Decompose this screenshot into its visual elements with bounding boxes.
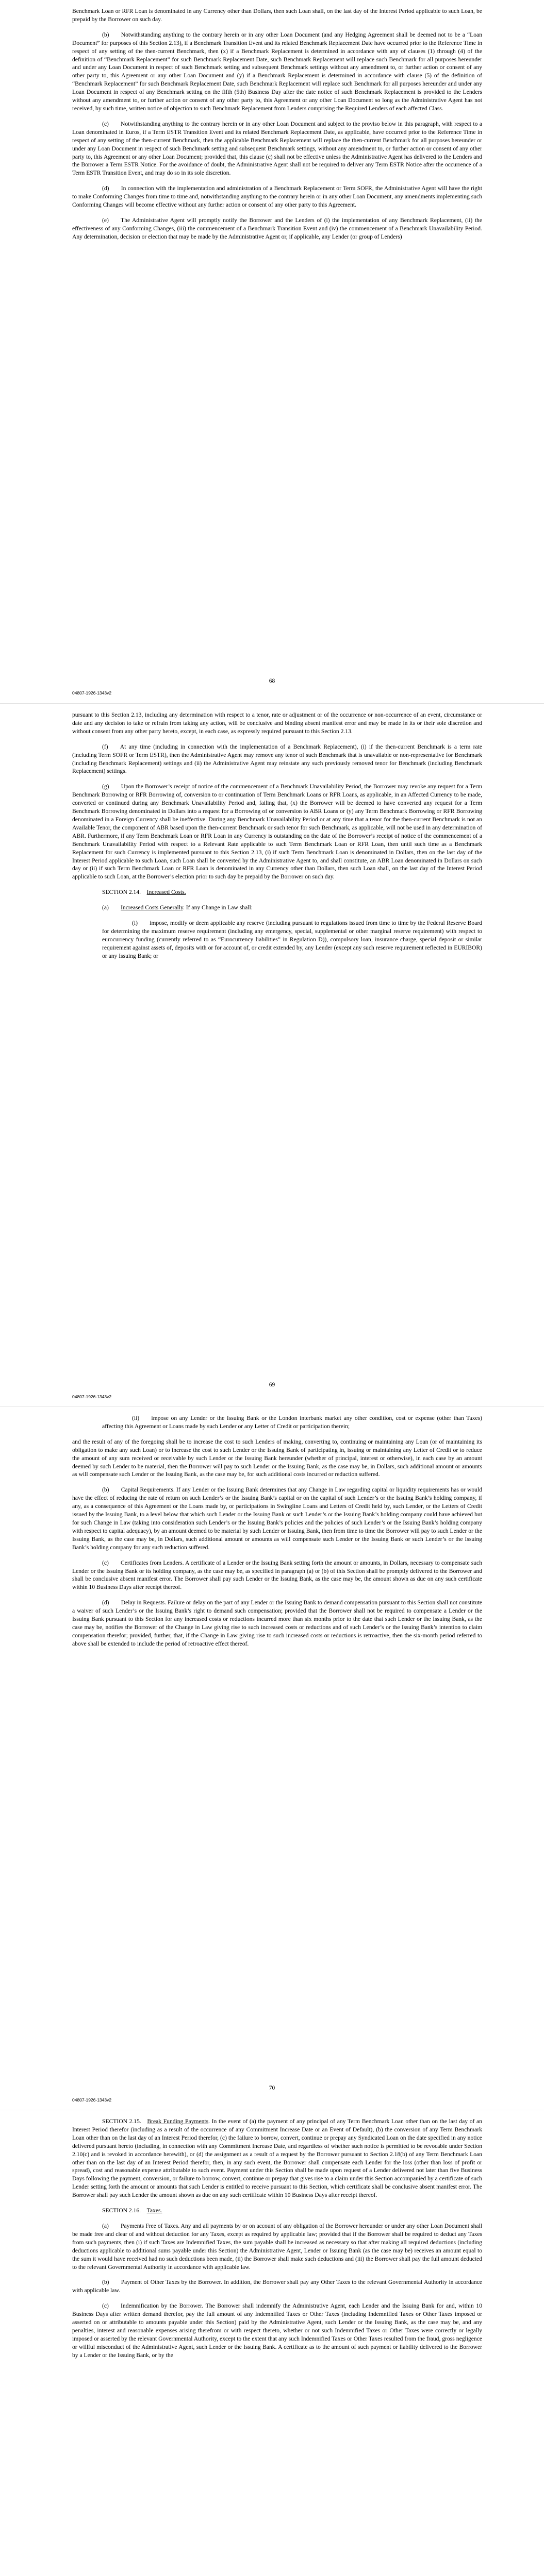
page-body	[72, 711, 482, 1381]
subsection-heading	[72, 904, 482, 912]
paragraph: (b) Payment of Other Taxes by the Borrower. In addition, the Borrower shall pay any Other Taxes to the relevant Governmental Authority in accordance with applicable law.	[72, 2279, 482, 2294]
section-number: SECTION 2.14.	[102, 889, 141, 896]
paragraph: (d) Delay in Requests. Failure or delay on the part of any Lender or the Issuing Bank to demand compensation pursuant to this Section shall not constitute a waiver of such Lender’s or the Issuing Bank’s right to demand such compensation; provided that the Borrower shall not be required to compensate a Lender or the Issuing Bank pursuant to this Section for any increased costs or reductions incurred more than six months prior to the date that such Lender or the Issuing Bank, as the case may be, notifies the Borrower of the Change in Law giving rise to such increased costs or reductions and of such Lender’s or the Issuing Bank’s intention to claim compensation therefor; provided, further, that, if the Change in Law giving rise to such increased costs or reductions is retroactive, then the six-month period referred to above shall be extended to include the period of retroactive effect thereof.	[72, 1599, 482, 1647]
page-69	[0, 703, 544, 1406]
page-number: 68	[269, 678, 275, 684]
section-heading	[72, 888, 482, 896]
page-70	[0, 1406, 544, 2110]
paragraph: (d) In connection with the implementation and administration of a Benchmark Replacement or Term SOFR, the Administrative Agent will have the right to make Conforming Changes from time to time and, notwithstanding anything to the contrary herein or in any other Loan Document, any amendments implementing such Conforming Changes will become effective without any further action or consent of any other party to this Agreement.	[72, 185, 482, 209]
page-number: 69	[269, 1382, 275, 1388]
page-number: 70	[269, 2085, 275, 2091]
paragraph: and the result of any of the foregoing shall be to increase the cost to such Lenders of making, converting to, continuing or maintaining any Loan (or of maintaining its obligation to make any such Loan) or to increase the cost to such Lender or the Issuing Bank of participating in, issuing or maintaining any Letter of Credit or to reduce the amount of any sum received or receivable by such Lender or the Issuing Bank hereunder (whether of principal, interest or otherwise), in each case by an amount deemed by such Lender to be material, then the Borrower will pay to such Lender or the Issuing Bank, as the case may be, in Dollars, such additional amount or amounts as will compensate such Lender or the Issuing Bank, as the case may be, for such additional costs incurred or reduction suffered.	[72, 1438, 482, 1478]
page-body	[72, 1414, 482, 2084]
section-text: . In the event of (a) the payment of any principal of any Term Benchmark Loan other than on the last day of an Interest Period therefor (including as a result of the occurrence of any Commitment Increase Date or an Event of Default), (b) the conversion of any Term Benchmark Loan other than on the last day of an Interest Period therefor, (c) the failure to borrow, convert, continue or prepay any Syndicated Loan on the date specified in any notice delivered pursuant hereto (including, in connection with any Commitment Increase Date, and regardless of whether such notice is permitted to be revocable under Section 2.10(c) and is revoked in accordance herewith), or (d) the assignment as a result of a request by the Borrower pursuant to Section 2.18(b) of any Term Benchmark Loan other than on the last day of an Interest Period therefor, then, in any such event, the Borrower shall compensate each Lender for the loss (other than loss of profit or spread), cost and reasonable expense attributable to such event. Payment under this Section shall be made upon request of a Lender delivered not later than five Business Days following the payment, conversion, or failure to borrow, convert, continue or prepay that gives rise to a claim under this Section accompanied by a certificate of such Lender setting forth the amount or amounts that such Lender is entitled to receive pursuant to this Section, which certificate shall be conclusive absent manifest error. The Borrower shall pay such Lender the amount shown as due on any such certificate within 10 Business Days after receipt thereof.	[72, 2118, 482, 2199]
section-number: SECTION 2.16.	[102, 2207, 141, 2214]
subsection-title: Increased Costs Generally	[121, 904, 183, 911]
paragraph: (b) Notwithstanding anything to the contrary herein or in any other Loan Document (and any Hedging Agreement shall be deemed not to be a “Loan Document” for purposes of this Section 2.13), if a Benchmark Transition Event and its related Benchmark Replacement Date have occurred prior to the Reference Time in respect of any setting of the then-current Benchmark, then (x) if a Benchmark Replacement is determined in accordance with any of clauses (1) through (4) of the definition of “Benchmark Replacement” for such Benchmark Replacement Date, such Benchmark Replacement will replace such Benchmark for all purposes hereunder and under any Loan Document in respect of such Benchmark setting and subsequent Benchmark settings without any amendment to, or further action or consent of any other party to, this Agreement or any other Loan Document and (y) if a Benchmark Replacement is determined in accordance with clause (5) of the definition of “Benchmark Replacement” for such Benchmark Replacement Date, such Benchmark Replacement will replace such Benchmark for all purposes hereunder and under any Loan Document in respect of any Benchmark setting on the fifth (5th) Business Day after the date notice of such Benchmark Replacement is provided to the Lenders without any amendment to, or further action or consent of any other party to, this Agreement or any other Loan Document so long as the Administrative Agent has not received, by such time, written notice of objection to such Benchmark Replacement from Lenders comprising the Required Lenders of each affected Class.	[72, 31, 482, 112]
section-title: Break Funding Payments	[147, 2118, 209, 2125]
subsection-label: (a)	[102, 904, 109, 911]
paragraph: Benchmark Loan or RFR Loan is denominated in any Currency other than Dollars, then such Loan shall, on the last day of the Interest Period applicable to such Loan, be prepaid by the Borrower on such day.	[72, 8, 482, 23]
paragraph: (c) Notwithstanding anything to the contrary herein or in any other Loan Document and subject to the proviso below in this paragraph, with respect to a Loan denominated in Euros, if a Term ESTR Transition Event and its related Benchmark Replacement Date, as applicable, have occurred prior to the Reference Time in respect of any setting of the then-current Benchmark, then the applicable Benchmark Replacement will replace the then-current Benchmark for all purposes hereunder or under any Loan Document in respect of such Benchmark setting and subsequent Benchmark settings, without any amendment to, or further action or consent of any other party to, this Agreement or any other Loan Document; provided that, this clause (c) shall not be effective unless the Administrative Agent has delivered to the Lenders and the Borrower a Term ESTR Notice. For the avoidance of doubt, the Administrative Agent shall not be required to deliver any Term ESTR Notice after the occurrence of a Term ESTR Transition Event, and may do so in its sole discretion.	[72, 120, 482, 177]
section-title: Increased Costs.	[146, 889, 186, 896]
paragraph: (b) Capital Requirements. If any Lender or the Issuing Bank determines that any Change in Law regarding capital or liquidity requirements has or would have the effect of reducing the rate of return on such Lender’s or the Issuing Bank’s capital or on the capital of such Lender’s or the Issuing Bank’s holding company, if any, as a consequence of this Agreement or the Loans made by, or participations in Swingline Loans and Letters of Credit held by, such Lender, or the Letters of Credit issued by the Issuing Bank, to a level below that which such Lender or the Issuing Bank or such Lender’s or the Issuing Bank’s holding company could have achieved but for such Change in Law (taking into consideration such Lender’s or the Issuing Bank’s policies and the policies of such Lender’s or the Issuing Bank’s holding company with respect to capital adequacy), by an amount deemed to be material by such Lender or Issuing Bank, then from time to time the Borrower will pay to such Lender or the Issuing Bank, as the case may be, in Dollars, such additional amount or amounts as will compensate such Lender or the Issuing Bank or such Lender’s or the Issuing Bank’s holding company for any such reduction suffered.	[72, 1486, 482, 1551]
paragraph: (ii) impose on any Lender or the Issuing Bank or the London interbank market any other condition, cost or expense (other than Taxes) affecting this Agreement or Loans made by such Lender or any Letter of Credit or participation therein;	[102, 1415, 482, 1430]
paragraph: (c) Certificates from Lenders. A certificate of a Lender or the Issuing Bank setting forth the amount or amounts, in Dollars, necessary to compensate such Lender or the Issuing Bank or its holding company, as the case may be, as specified in paragraph (a) or (b) of this Section shall be promptly delivered to the Borrower and shall be conclusive absent manifest error. The Borrower shall pay such Lender or the Issuing Bank, as the case may be, the amount shown as due on any such certificate within 10 Business Days after receipt thereof.	[72, 1559, 482, 1591]
paragraph: (a) Payments Free of Taxes. Any and all payments by or on account of any obligation of the Borrower hereunder or under any other Loan Document shall be made free and clear of and without deduction for any Taxes, except as required by applicable law; provided that if the Borrower shall be required to deduct any Taxes from such payments, then (i) if such Taxes are Indemnified Taxes, the sum payable shall be increased as necessary so that after making all required deductions (including deductions applicable to additional sums payable under this Section) the Administrative Agent, Lender or Issuing Bank (as the case may be) receives an amount equal to the sum it would have received had no such deductions been made, (ii) the Borrower shall make such deductions and (iii) the Borrower shall pay the full amount deducted to the relevant Governmental Authority in accordance with applicable law.	[72, 2222, 482, 2270]
subsection-text: . If any Change in Law shall:	[183, 904, 253, 911]
paragraph: pursuant to this Section 2.13, including any determination with respect to a tenor, rate or adjustment or of the occurrence or non-occurrence of an event, circumstance or date and any decision to take or refrain from taking any action, will be conclusive and binding absent manifest error and may be made in its or their sole discretion and without consent from any other party hereto, except, in each case, as expressly required pursuant to this Section 2.13.	[72, 711, 482, 735]
page-body	[72, 2117, 482, 2576]
paragraph: (c) Indemnification by the Borrower. The Borrower shall indemnify the Administrative Agent, each Lender and the Issuing Bank for and, within 10 Business Days after written demand therefor, pay the full amount of any Indemnified Taxes or Other Taxes (including Indemnified Taxes or Other Taxes imposed or asserted on or attributable to amounts payable under this Section) paid by the Administrative Agent, such Lender or the Issuing Bank, as the case may be, and any penalties, interest and reasonable expenses arising therefrom or with respect thereto, whether or not such Indemnified Taxes or Other Taxes were correctly or legally imposed or asserted by the relevant Governmental Authority, except to the extent that any such Indemnified Taxes or Other Taxes resulted from the fraud, gross negligence or willful misconduct of the Administrative Agent, such Lender or the Issuing Bank. A certificate as to the amount of such payment or liability delivered to the Borrower by a Lender or the Issuing Bank, or by the	[72, 2302, 482, 2359]
paragraph	[72, 2117, 482, 2199]
document-id: 04807-1926-1343v2	[72, 1394, 112, 1399]
section-number: SECTION 2.15.	[102, 2118, 141, 2125]
section-title: Taxes.	[146, 2207, 162, 2214]
section-heading	[72, 2207, 482, 2215]
paragraph: (i) impose, modify or deem applicable any reserve (including pursuant to regulations issued from time to time by the Federal Reserve Board for determining the maximum reserve requirement (including any emergency, special, supplemental or other marginal reserve requirement) with respect to eurocurrency funding (currently referred to as “Eurocurrency liabilities” in Regulation D)), compulsory loan, insurance charge, special deposit or similar requirement against assets of, deposits with or for account of, or credit extended by, any Lender (except any such reserve requirement reflected in EURIBOR) or any Issuing Bank; or	[102, 920, 482, 959]
page-body	[72, 7, 482, 677]
page-71	[0, 2110, 544, 2576]
page-68	[0, 0, 544, 703]
paragraph: (g) Upon the Borrower’s receipt of notice of the commencement of a Benchmark Unavailability Period, the Borrower may revoke any request for a Term Benchmark Borrowing or RFR Borrowing of, conversion to or continuation of Term Benchmark Loans or RFR Loans, as applicable, in an Affected Currency to be made, converted or continued during any Benchmark Unavailability Period and, failing that, (x) the Borrower will be deemed to have converted any request for a Term Benchmark Borrowing denominated in Dollars into a request for a Borrowing of or conversion to ABR Loans or (y) any Term Benchmark Borrowing or RFR Borrowing denominated in a Foreign Currency shall be ineffective. During any Benchmark Unavailability Period or at any time that a tenor for the then-current Benchmark is not an Available Tenor, the component of ABR based upon the then-current Benchmark or such tenor for such Benchmark, as applicable, will not be used in any determination of ABR. Furthermore, if any Term Benchmark Loan or RFR Loan in any Currency is outstanding on the date of the Borrower’s receipt of notice of the commencement of a Benchmark Unavailability Period with respect to a Relevant Rate applicable to such Term Benchmark Loan or RFR Loan, then until such time as a Benchmark Replacement for such Currency is implemented pursuant to this Section 2.13, (i) if such Term Benchmark Loan is denominated in Dollars, then on the last day of the Interest Period applicable to such Loan, such Loan shall be converted by the Administrative Agent to, and shall constitute, an ABR Loan denominated in Dollars on such day or (ii) if such Term Benchmark Loan or RFR Loan is denominated in any Currency other than Dollars, then such Loan shall, on the last day of the Interest Period applicable to such Loan, at the Borrower’s election prior to such day be prepaid by the Borrower on such day.	[72, 783, 482, 880]
document-id: 04807-1926-1343v2	[72, 690, 112, 696]
paragraph: (e) The Administrative Agent will promptly notify the Borrower and the Lenders of (i) the implementation of any Benchmark Replacement, (ii) the effectiveness of any Conforming Changes, (iii) the commencement of a Benchmark Transition Event and (iv) the commencement of a Benchmark Unavailability Period. Any determination, decision or election that may be made by the Administrative Agent or, if applicable, any Lender (or group of Lenders)	[72, 216, 482, 240]
paragraph: (f) At any time (including in connection with the implementation of a Benchmark Replacement), (i) if the then-current Benchmark is a term rate (including Term SOFR or Term ESTR), then the Administrative Agent may remove any tenor of such Benchmark that is unavailable or non-representative for Benchmark (including Benchmark Replacement) settings and (ii) the Administrative Agent may reinstate any such previously removed tenor for Benchmark (including Benchmark Replacement) settings.	[72, 743, 482, 775]
document-id: 04807-1926-1343v2	[72, 2097, 112, 2103]
